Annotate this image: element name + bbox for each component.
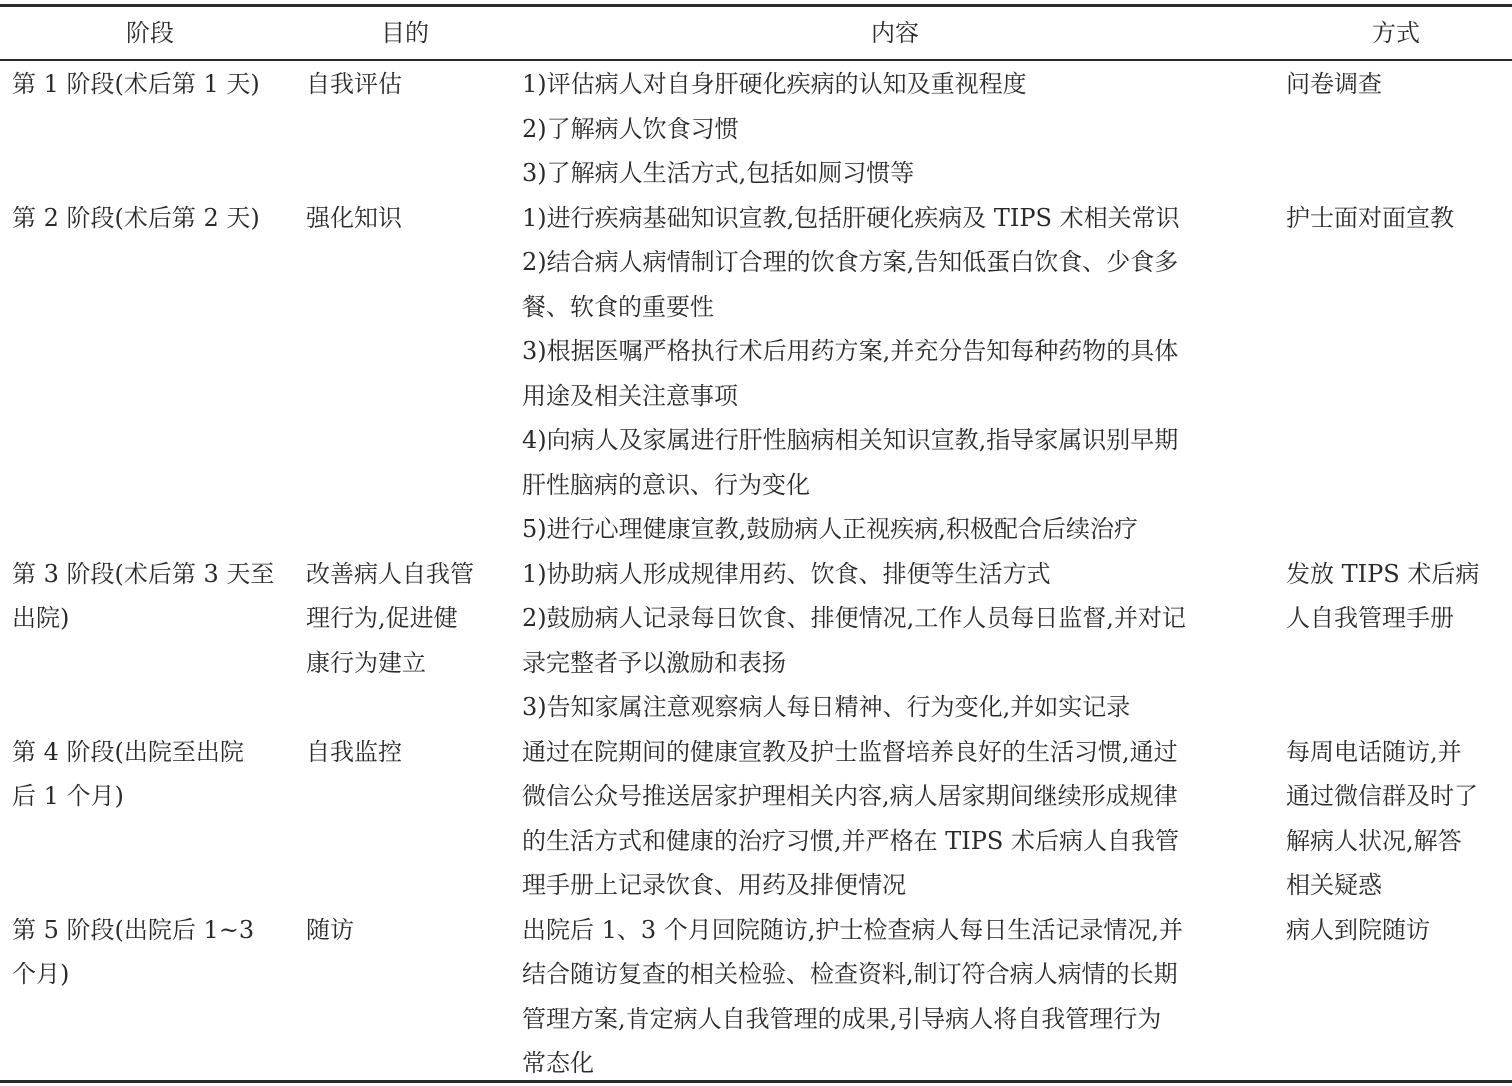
cell-method-line: 发放 TIPS 术后病	[1286, 559, 1480, 588]
cell-content-line: 2)鼓励病人记录每日饮食、排便情况,工作人员每日监督,并对记	[522, 604, 1186, 632]
cell-goal	[306, 196, 506, 241]
cell-content-line: 3)告知家属注意观察病人每日精神、行为变化,并如实记录	[522, 693, 1131, 721]
cell-content-line: 通过在院期间的健康宣教及护士监督培养良好的生活习惯,通过	[522, 737, 1178, 766]
cell-method	[1286, 552, 1508, 641]
cell-content-line: 出院后 1、3 个月回院随访,护士检查病人每日生活记录情况,并	[522, 915, 1184, 944]
cell-content-line: 微信公众号推送居家护理相关内容,病人居家期间继续形成规律	[522, 782, 1178, 810]
cell-stage-line: 个月)	[12, 960, 70, 988]
cell-method	[1286, 908, 1508, 953]
cell-stage-line: 第 2 阶段(术后第 2 天)	[12, 203, 260, 232]
table-row	[0, 908, 1512, 1086]
cell-method-line: 病人到院随访	[1286, 915, 1430, 944]
cell-goal-line: 改善病人自我管	[306, 559, 474, 588]
cell-stage-line: 第 3 阶段(术后第 3 天至	[12, 559, 275, 588]
cell-content	[522, 62, 1270, 196]
header-goal: 目的	[381, 19, 429, 47]
cell-goal-line: 理行为,促进健	[306, 604, 458, 632]
cell-stage	[12, 62, 292, 107]
header-method: 方式	[1372, 19, 1420, 47]
table-row	[0, 196, 1512, 552]
cell-method-line: 人自我管理手册	[1286, 604, 1454, 632]
table-row	[0, 62, 1512, 196]
cell-stage-line: 后 1 个月)	[12, 782, 124, 810]
cell-goal	[306, 730, 506, 775]
cell-content-line: 2)结合病人病情制订合理的饮食方案,告知低蛋白饮食、少食多	[522, 248, 1179, 276]
cell-method-line: 相关疑惑	[1286, 871, 1382, 899]
cell-content-line: 录完整者予以激励和表扬	[522, 648, 786, 677]
cell-method-line: 问卷调查	[1286, 70, 1382, 98]
table-row	[0, 552, 1512, 730]
cell-content-line: 的生活方式和健康的治疗习惯,并严格在 TIPS 术后病人自我管	[522, 826, 1179, 855]
cell-content-line: 用途及相关注意事项	[522, 381, 738, 410]
cell-content-line: 4)向病人及家属进行肝性脑病相关知识宣教,指导家属识别早期	[522, 426, 1179, 454]
cell-stage	[12, 552, 292, 641]
cell-goal	[306, 908, 506, 953]
cell-content-line: 5)进行心理健康宣教,鼓励病人正视疾病,积极配合后续治疗	[522, 515, 1138, 543]
table-bottom-rule	[0, 1080, 1512, 1083]
cell-goal-line: 随访	[306, 915, 354, 944]
cell-content-line: 结合随访复查的相关检验、检查资料,制订符合病人病情的长期	[522, 960, 1178, 988]
cell-content	[522, 730, 1270, 908]
header-stage: 阶段	[126, 19, 174, 47]
cell-method	[1286, 62, 1508, 107]
cell-stage-line: 第 5 阶段(出院后 1~3	[12, 915, 255, 944]
cell-content	[522, 552, 1270, 730]
table-header-row	[0, 7, 1512, 59]
cell-content-line: 肝性脑病的意识、行为变化	[522, 470, 810, 499]
cell-method-line: 解病人状况,解答	[1286, 826, 1462, 855]
cell-content-line: 1)进行疾病基础知识宣教,包括肝硬化疾病及 TIPS 术相关常识	[522, 203, 1180, 232]
cell-goal-line: 自我监控	[306, 737, 402, 766]
cell-content-line: 管理方案,肯定病人自我管理的成果,引导病人将自我管理行为	[522, 1004, 1162, 1033]
cell-method	[1286, 730, 1508, 908]
cell-method-line: 护士面对面宣教	[1286, 203, 1454, 232]
cell-stage	[12, 730, 292, 819]
cell-stage-line: 出院)	[12, 604, 70, 632]
cell-goal-line: 强化知识	[306, 203, 402, 232]
cell-content-line: 3)根据医嘱严格执行术后用药方案,并充分告知每种药物的具体	[522, 337, 1179, 365]
cell-stage	[12, 196, 292, 241]
table-header-rule	[0, 59, 1512, 61]
cell-content	[522, 196, 1270, 552]
cell-content-line: 2)了解病人饮食习惯	[522, 114, 739, 143]
cell-content-line: 餐、软食的重要性	[522, 292, 714, 321]
cell-method-line: 每周电话随访,并	[1286, 737, 1462, 766]
cell-content-line: 1)评估病人对自身肝硬化疾病的认知及重视程度	[522, 70, 1027, 98]
cell-goal-line: 自我评估	[306, 70, 402, 98]
cell-stage-line: 第 4 阶段(出院至出院	[12, 737, 244, 766]
cell-content	[522, 908, 1270, 1086]
cell-content-line: 1)协助病人形成规律用药、饮食、排便等生活方式	[522, 559, 1051, 588]
cell-method	[1286, 196, 1508, 241]
cell-goal	[306, 552, 506, 686]
cell-goal-line: 康行为建立	[306, 648, 426, 677]
cell-content-line: 常态化	[522, 1049, 594, 1077]
cell-content-line: 3)了解病人生活方式,包括如厕习惯等	[522, 159, 915, 187]
cell-stage-line: 第 1 阶段(术后第 1 天)	[12, 70, 260, 98]
cell-content-line: 理手册上记录饮食、用药及排便情况	[522, 871, 906, 899]
table-row	[0, 730, 1512, 908]
header-content: 内容	[871, 19, 919, 47]
cell-method-line: 通过微信群及时了	[1286, 782, 1478, 810]
cell-goal	[306, 62, 506, 107]
cell-stage	[12, 908, 292, 997]
